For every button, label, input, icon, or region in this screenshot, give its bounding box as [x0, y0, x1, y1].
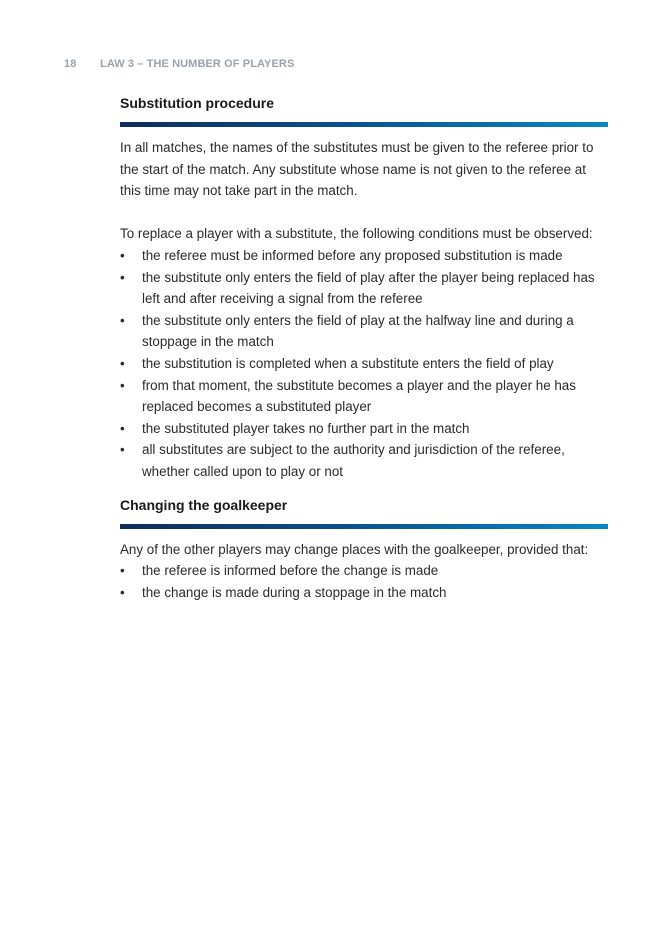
- bullet-list: [120, 245, 608, 483]
- list-item-text: all substitutes are subject to the authority and jurisdiction of the referee, whether called upon to play or not: [142, 442, 565, 479]
- list-item-text: the referee must be informed before any proposed substitution is made: [142, 247, 563, 263]
- running-header: [64, 58, 294, 70]
- list-item: [120, 560, 608, 582]
- bullet-icon: •: [120, 563, 125, 579]
- list-item: [120, 267, 608, 310]
- list-item: [120, 245, 608, 267]
- section-changing-goalkeeper: [120, 496, 608, 604]
- bullet-icon: •: [120, 355, 125, 371]
- paragraph: To replace a player with a substitute, the following conditions must be observed:: [120, 226, 593, 242]
- list-item-text: the substitute only enters the field of play after the player being replaced has left and after receiving a signal from the referee: [142, 269, 595, 307]
- section-divider: [120, 122, 608, 127]
- section-heading: Substitution procedure: [120, 95, 274, 111]
- list-item: [120, 582, 608, 604]
- section-divider: [120, 524, 608, 529]
- bullet-icon: •: [120, 247, 125, 263]
- running-title: LAW 3 – THE NUMBER OF PLAYERS: [100, 58, 295, 70]
- list-item-text: the substitute only enters the field of play at the halfway line and during a stoppage in the match: [142, 312, 574, 350]
- bullet-icon: •: [120, 420, 125, 436]
- list-item-text: the referee is informed before the change is made: [142, 563, 439, 579]
- bullet-icon: •: [120, 269, 125, 285]
- section-substitution-procedure: [120, 94, 608, 483]
- bullet-icon: •: [120, 377, 125, 393]
- bullet-icon: •: [120, 442, 125, 458]
- list-item: [120, 353, 608, 375]
- list-item: [120, 375, 608, 418]
- bullet-list: [120, 560, 608, 603]
- section-heading: Changing the goalkeeper: [120, 496, 288, 513]
- paragraph: Any of the other players may change places with the goalkeeper, provided that:: [120, 541, 589, 557]
- list-item-text: the substitution is completed when a substitute enters the field of play: [142, 355, 554, 371]
- paragraph-spacer: [120, 202, 608, 224]
- list-item: [120, 310, 608, 353]
- paragraph: In all matches, the names of the substitutes must be given to the referee prior to the start of the match. Any substitute whose name is not given to the referee at this time may not take part in the match.: [120, 140, 594, 199]
- list-item-text: from that moment, the substitute becomes a player and the player he has replaced becomes a substituted player: [142, 377, 576, 415]
- page-number: 18: [64, 58, 77, 70]
- page-content: [120, 94, 608, 603]
- list-item: [120, 439, 608, 482]
- list-item-text: the change is made during a stoppage in the match: [142, 584, 447, 600]
- list-item: [120, 418, 608, 440]
- bullet-icon: •: [120, 584, 125, 600]
- list-item-text: the substituted player takes no further part in the match: [142, 420, 470, 436]
- bullet-icon: •: [120, 312, 125, 328]
